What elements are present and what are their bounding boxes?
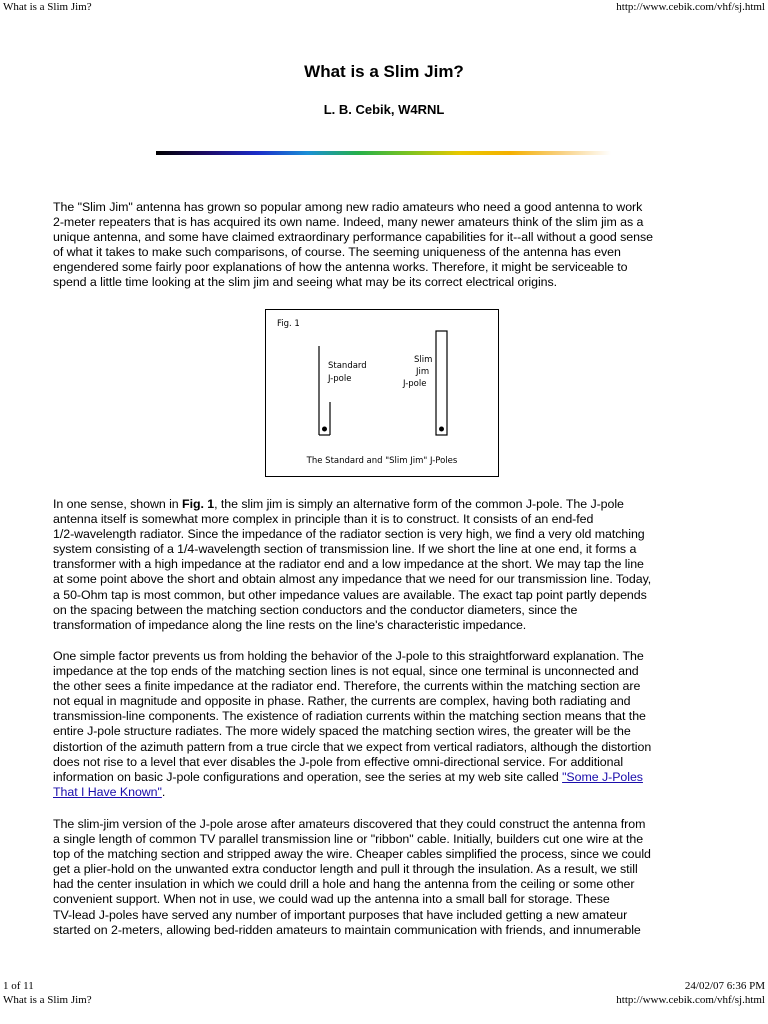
print-footer-title: What is a Slim Jim? [3, 994, 92, 1006]
text-line: antenna itself is somewhat more complex in principle than it is to construct. It consists of an end-fed [53, 512, 594, 527]
text-line: transmission-line components. The existence of radiation currents within the matching section means that the [53, 709, 646, 724]
text-line: In one sense, shown in Fig. 1, the slim jim is simply an alternative form of the common J-pole. The J-pole [53, 497, 624, 511]
slim-jim [436, 331, 447, 435]
figure-1 [265, 309, 499, 477]
slim-jim-label-line1: Slim [414, 355, 433, 365]
paragraph-slim-jim-history [53, 817, 715, 938]
text-line: top of the matching section and stripped away the wire. Cheaper cables simplified the process, since we could [53, 847, 651, 862]
figure-label: Fig. 1 [277, 319, 300, 329]
j-pole-diagram [266, 310, 500, 478]
text-line: That I Have Known". [53, 784, 166, 799]
standard-label-line2: J-pole [328, 374, 352, 384]
text-line: entire J-pole structure radiates. The more widely spaced the matching section wires, the greater will be the [53, 724, 631, 739]
text-line: a single length of common TV parallel transmission line or "ribbon" cable. Initially, builders cut one wire at the [53, 832, 644, 847]
text-line: information on basic J-pole configurations and operation, see the series at my web site called "Some J-Poles [53, 769, 643, 784]
text-line: does not rise to a level that ever disables the J-pole from effective omni-directional service. For additional [53, 754, 624, 769]
text-line: One simple factor prevents us from holding the behavior of the J-pole to this straightforward explanation. The [53, 649, 644, 663]
standard-label-line1: Standard [328, 361, 367, 371]
paragraph-j-pole [53, 497, 715, 633]
text-line: on the spacing between the matching section conductors and the conductor diameters, since the [53, 602, 578, 617]
text-line: 1/2-wavelength radiator. Since the impedance of the radiator section is very high, we find a very old matching [53, 527, 645, 542]
text-line: unique antenna, and some have claimed extraordinary performance capabilities for it--all without a good sense [53, 230, 653, 245]
print-header-url: http://www.cebik.com/vhf/sj.html [616, 1, 765, 13]
rainbow-divider [156, 151, 611, 155]
text-line: convenient support. When not in use, we could wad up the antenna into a small ball for storage. These [53, 892, 610, 907]
fig-reference: Fig. 1 [182, 497, 215, 511]
text-line: engendered some fairly poor explanations of how the antenna works. Therefore, it might be serviceable to [53, 260, 628, 275]
author-byline: L. B. Cebik, W4RNL [323, 102, 445, 117]
text-line: had the center insulation in which we could drill a hole and hang the antenna from the ceiling or some other [53, 877, 635, 892]
some-j-poles-link[interactable]: "Some J-Poles [562, 769, 643, 784]
text-line: not equal in magnitude and opposite in phase. Rather, the currents are complex, having both radiating and [53, 694, 631, 709]
text-line: system consisting of a 1/4-wavelength section of transmission line. If we short the line at one end, it forms a [53, 542, 637, 557]
print-footer-url: http://www.cebik.com/vhf/sj.html [616, 994, 765, 1006]
text-line: spend a little time looking at the slim jim and seeing what may be its correct electrical origins. [53, 275, 558, 290]
print-footer-page: 1 of 11 [3, 980, 34, 992]
text-line: The slim-jim version of the J-pole arose after amateurs discovered that they could construct the antenna from [53, 817, 646, 831]
figure-caption: The Standard and "Slim Jim" J-Poles [306, 456, 458, 466]
some-j-poles-link-cont[interactable]: That I Have Known" [53, 784, 162, 799]
text-line: impedance at the top ends of the matching section lines is not equal, since one terminal is unconnected and [53, 664, 639, 679]
text-line: transformation of impedance along the line rests on the line's characteristic impedance. [53, 617, 527, 632]
text-line: The "Slim Jim" antenna has grown so popular among new radio amateurs who need a good antenna to work [53, 200, 643, 214]
paragraph-currents [53, 649, 715, 800]
slim-jim-label-line3: J-pole [403, 379, 427, 389]
text-line: the other sees a finite impedance at the radiator end. Therefore, the currents within the matching section are [53, 679, 641, 694]
text-line: distortion of the azimuth pattern from a true circle that we expect from vertical radiators, although the distortion [53, 739, 652, 754]
paragraph-intro [53, 200, 715, 291]
print-footer-datetime: 24/02/07 6:36 PM [684, 980, 765, 992]
page-title: What is a Slim Jim? [304, 62, 464, 81]
text-line: transformer with a high impedance at the radiator end and a low impedance at the short. We may tap the line [53, 557, 644, 572]
text-line: 2-meter repeaters that is has acquired its own name. Indeed, many newer amateurs think of the slim jim as a [53, 215, 644, 230]
text-line: at some point above the short and obtain almost any impedance that we need for our transmission line. Today, [53, 572, 652, 587]
slim-jim-label-line2: Jim [416, 367, 430, 377]
text-line: get a plier-hold on the unwanted extra conductor length and pull it through the insulation. As a result, we still [53, 862, 638, 877]
text-line: a 50-Ohm tap is most common, but other impedance values are available. The exact tap point partly depends [53, 587, 647, 602]
print-header-title: What is a Slim Jim? [3, 1, 92, 13]
text-line: of what it takes to make such comparisons, of course. The seeming uniqueness of the antenna has even [53, 245, 621, 260]
text-line: TV-lead J-poles have served any number of important purposes that have included getting a new amateur [53, 907, 628, 922]
text-line: started on 2-meters, allowing bed-ridden amateurs to maintain communication with friends, and innumerable [53, 922, 641, 937]
standard-j-pole [319, 346, 330, 435]
